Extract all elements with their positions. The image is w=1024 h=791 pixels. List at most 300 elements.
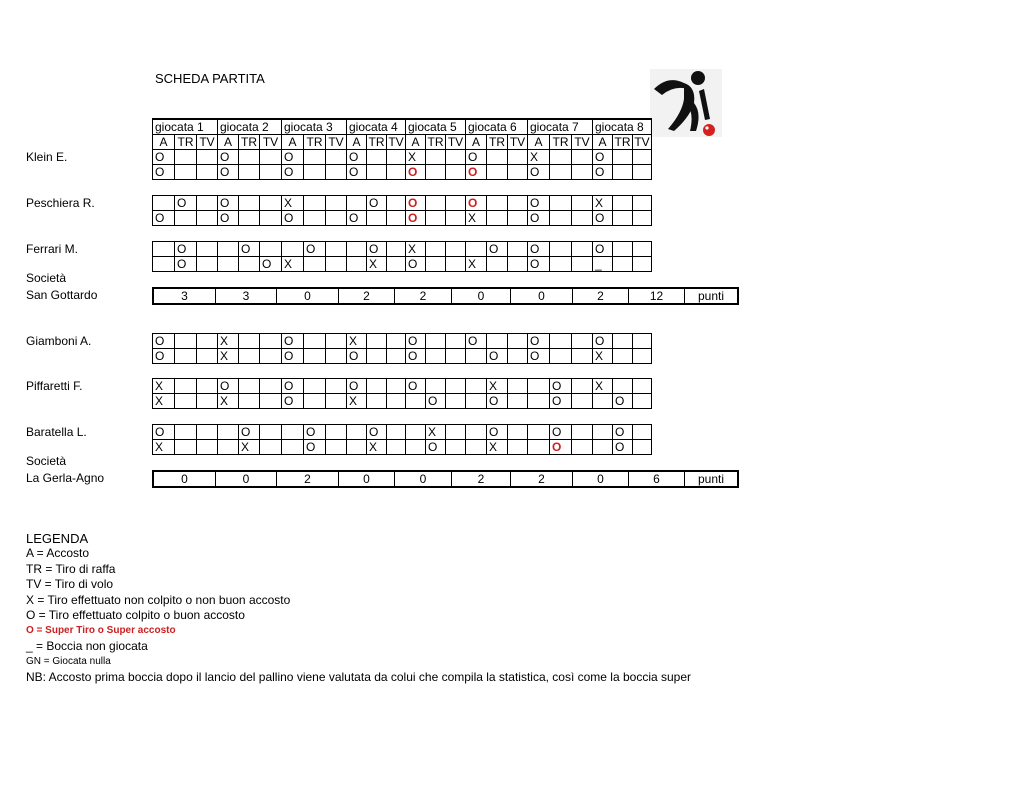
grid-cell: O <box>528 211 550 226</box>
giocata-score: 0 <box>339 471 395 487</box>
table-row <box>153 165 652 180</box>
grid-cell <box>260 196 282 211</box>
giocata-score: 0 <box>395 471 452 487</box>
grid-cell <box>387 334 406 349</box>
grid-cell <box>326 379 347 394</box>
grid-cell: X <box>239 440 260 455</box>
grid-cell <box>260 394 282 409</box>
grid-cell <box>367 349 387 364</box>
header-sub-a: A <box>406 135 426 150</box>
grid-cell: O <box>367 196 387 211</box>
grid-cell: O <box>528 334 550 349</box>
grid-cell: O <box>347 211 367 226</box>
grid-cell: O <box>175 196 197 211</box>
grid-cell <box>426 211 446 226</box>
grid-cell: O <box>487 425 508 440</box>
grid-cell <box>260 334 282 349</box>
grid-cell <box>197 211 218 226</box>
header-sub-tv: TV <box>326 135 347 150</box>
legend-line: A = Accosto <box>26 546 90 561</box>
grid-cell <box>387 257 406 272</box>
grid-cell <box>508 334 528 349</box>
grid-cell <box>367 379 387 394</box>
header-sub-tv: TV <box>197 135 218 150</box>
grid-cell <box>304 349 326 364</box>
grid-cell <box>633 334 652 349</box>
grid-cell: O <box>260 257 282 272</box>
grid-cell <box>633 394 652 409</box>
score-row <box>152 470 739 488</box>
grid-cell: O <box>282 394 304 409</box>
grid-cell <box>175 165 197 180</box>
grid-cell <box>304 196 326 211</box>
player-name: Ferrari M. <box>26 242 78 256</box>
header-sub-a: A <box>347 135 367 150</box>
grid-cell <box>550 242 572 257</box>
table-row <box>153 349 652 364</box>
grid-cell: O <box>466 150 487 165</box>
grid-cell <box>239 211 260 226</box>
grid-cell <box>197 242 218 257</box>
grid-cell <box>304 334 326 349</box>
grid-cell: O <box>153 349 175 364</box>
giocata-score: 2 <box>339 288 395 304</box>
grid-cell: O <box>218 211 239 226</box>
grid-cell <box>175 334 197 349</box>
grid-cell <box>282 440 304 455</box>
grid-cell <box>446 394 466 409</box>
header-sub-a: A <box>528 135 550 150</box>
grid-cell <box>387 440 406 455</box>
grid-cell <box>175 150 197 165</box>
grid-cell: O <box>613 394 633 409</box>
grid-cell: O <box>239 242 260 257</box>
grid-cell <box>633 196 652 211</box>
grid-cell: O <box>528 196 550 211</box>
societa-label: Società <box>26 454 67 468</box>
grid-cell <box>593 440 613 455</box>
team-name: La Gerla-Agno <box>26 471 105 485</box>
grid-cell <box>197 196 218 211</box>
grid-cell <box>175 349 197 364</box>
grid-cell: O <box>406 349 426 364</box>
grid-cell <box>466 425 487 440</box>
legend-line: GN = Giocata nulla <box>26 656 111 668</box>
societa-label: Società <box>26 271 67 285</box>
grid-cell: O <box>175 242 197 257</box>
bocce-player-icon <box>650 69 722 137</box>
grid-cell: O <box>528 349 550 364</box>
header-sub-a: A <box>218 135 239 150</box>
grid-cell <box>508 257 528 272</box>
grid-cell <box>347 425 367 440</box>
grid-cell <box>528 440 550 455</box>
table-row <box>153 379 652 394</box>
grid-cell <box>153 196 175 211</box>
grid-cell: X <box>593 196 613 211</box>
grid-cell: O <box>304 425 326 440</box>
grid-cell <box>572 165 593 180</box>
grid-cell: O <box>466 165 487 180</box>
grid-cell <box>572 440 593 455</box>
grid-cell: O <box>528 242 550 257</box>
header-sub-tv: TV <box>572 135 593 150</box>
grid-cell: O <box>487 242 508 257</box>
grid-cell: X <box>218 334 239 349</box>
grid-cell <box>426 150 446 165</box>
grid-cell <box>326 349 347 364</box>
grid-cell: O <box>426 394 446 409</box>
grid-cell <box>633 349 652 364</box>
grid-cell <box>572 242 593 257</box>
grid-cell <box>304 211 326 226</box>
grid-cell <box>387 196 406 211</box>
grid-cell <box>572 425 593 440</box>
grid-cell <box>197 165 218 180</box>
grid-cell <box>347 196 367 211</box>
grid-cell: X <box>528 150 550 165</box>
grid-cell <box>613 379 633 394</box>
grid-cell: O <box>593 334 613 349</box>
header-sub-tv: TV <box>446 135 466 150</box>
giocata-score: 3 <box>216 288 277 304</box>
header-sub-tv: TV <box>388 135 404 149</box>
grid-cell <box>572 394 593 409</box>
grid-cell: O <box>153 211 175 226</box>
grid-cell: X <box>593 349 613 364</box>
points-label: punti <box>685 471 739 487</box>
legend-line: TR = Tiro di raffa <box>26 561 116 576</box>
grid-cell <box>466 349 487 364</box>
grid-cell: O <box>406 257 426 272</box>
grid-cell: X <box>406 150 426 165</box>
grid-cell: O <box>487 394 508 409</box>
grid-cell <box>446 211 466 226</box>
grid-cell <box>387 165 406 180</box>
player-name: Giamboni A. <box>26 334 92 348</box>
grid-cell <box>572 211 593 226</box>
grid-cell: O <box>153 150 175 165</box>
grid-cell <box>633 257 652 272</box>
grid-cell: O <box>282 334 304 349</box>
legend-note: NB: Accosto prima boccia dopo il lancio del pallino viene valutata da colui che compila la statistica, così come la boccia super <box>26 669 692 684</box>
grid-cell <box>326 150 347 165</box>
grid-cell <box>426 349 446 364</box>
grid-cell: O <box>282 165 304 180</box>
grid-cell: O <box>282 150 304 165</box>
grid-cell <box>508 440 528 455</box>
grid-cell <box>260 440 282 455</box>
grid-cell <box>613 165 633 180</box>
grid-cell: O <box>613 425 633 440</box>
team-name: San Gottardo <box>26 288 98 302</box>
grid-cell <box>175 425 197 440</box>
grid-cell <box>426 334 446 349</box>
grid-cell <box>326 196 347 211</box>
grid-cell <box>304 165 326 180</box>
grid-cell <box>613 150 633 165</box>
grid-cell <box>487 150 508 165</box>
header-giocata: giocata 5 <box>406 119 466 135</box>
header-sub-tv: TV <box>634 135 650 149</box>
grid-cell <box>197 425 218 440</box>
grid-cell <box>426 196 446 211</box>
giocata-score: 2 <box>511 471 573 487</box>
header-giocata: giocata 7 <box>528 119 593 135</box>
player-grid <box>152 424 652 455</box>
giocata-score: 2 <box>573 288 629 304</box>
grid-cell <box>508 165 528 180</box>
grid-cell <box>367 211 387 226</box>
grid-cell <box>466 242 487 257</box>
grid-cell: O <box>218 165 239 180</box>
grid-cell <box>239 150 260 165</box>
header-sub-tr: TR <box>239 135 260 150</box>
grid-cell <box>387 379 406 394</box>
grid-cell: X <box>153 440 175 455</box>
grid-cell <box>153 242 175 257</box>
legend-line: X = Tiro effettuato non colpito o non buon accosto <box>26 592 291 607</box>
grid-cell <box>446 425 466 440</box>
page-title: SCHEDA PARTITA <box>155 71 265 86</box>
grid-cell <box>446 334 466 349</box>
grid-cell <box>426 165 446 180</box>
player-grid <box>152 378 652 409</box>
header-giocata: giocata 8 <box>593 119 652 135</box>
grid-cell: O <box>466 196 487 211</box>
grid-cell <box>426 379 446 394</box>
header-giocata: giocata 2 <box>218 119 282 135</box>
header-giocata: giocata 1 <box>153 119 218 135</box>
grid-cell <box>508 379 528 394</box>
grid-cell <box>387 425 406 440</box>
grid-cell <box>406 440 426 455</box>
grid-cell <box>572 196 593 211</box>
grid-cell <box>304 257 326 272</box>
header-sub-tr: TR <box>550 135 572 150</box>
giocata-score: 3 <box>153 288 216 304</box>
grid-cell: X <box>426 425 446 440</box>
grid-cell <box>347 257 367 272</box>
grid-cell <box>239 379 260 394</box>
grid-cell: O <box>466 334 487 349</box>
grid-cell <box>446 242 466 257</box>
grid-cell <box>239 196 260 211</box>
grid-cell <box>528 425 550 440</box>
header-sub-a: A <box>153 135 175 150</box>
grid-cell <box>593 394 613 409</box>
header-sub-tr: TR <box>614 135 631 149</box>
player-grid <box>152 333 652 364</box>
header-sub-tr: TR <box>175 135 197 150</box>
grid-cell: X <box>153 394 175 409</box>
grid-cell <box>550 334 572 349</box>
grid-cell: O <box>153 334 175 349</box>
header-sub-tr: TR <box>427 135 444 149</box>
grid-cell: X <box>487 379 508 394</box>
grid-cell <box>508 425 528 440</box>
header-giocata: giocata 3 <box>282 119 347 135</box>
grid-cell <box>446 196 466 211</box>
grid-cell <box>508 196 528 211</box>
grid-cell: O <box>304 440 326 455</box>
grid-cell: O <box>282 379 304 394</box>
header-sub-tr: TR <box>304 135 326 150</box>
grid-cell <box>218 257 239 272</box>
player-name: Klein E. <box>26 150 68 164</box>
grid-cell <box>613 334 633 349</box>
grid-cell <box>326 257 347 272</box>
grid-cell <box>466 379 487 394</box>
grid-cell <box>487 211 508 226</box>
grid-cell <box>446 379 466 394</box>
grid-cell <box>572 334 593 349</box>
grid-cell <box>550 196 572 211</box>
grid-cell <box>613 349 633 364</box>
header-sub-tv: TV <box>508 135 528 150</box>
grid-cell <box>508 150 528 165</box>
grid-cell <box>175 394 197 409</box>
grid-cell: O <box>218 379 239 394</box>
grid-cell: X <box>487 440 508 455</box>
grid-cell: O <box>550 379 572 394</box>
grid-cell <box>528 379 550 394</box>
table-row <box>153 257 652 272</box>
grid-cell: O <box>550 425 572 440</box>
grid-cell: O <box>426 440 446 455</box>
grid-cell: O <box>218 196 239 211</box>
grid-cell <box>260 150 282 165</box>
grid-cell <box>239 394 260 409</box>
player-grid <box>152 195 652 226</box>
grid-cell <box>304 379 326 394</box>
grid-cell: O <box>282 349 304 364</box>
grid-cell: O <box>406 165 426 180</box>
giocata-score: 0 <box>452 288 511 304</box>
grid-cell <box>426 242 446 257</box>
header-sub-a: A <box>282 135 304 150</box>
grid-cell: O <box>218 150 239 165</box>
grid-cell <box>466 394 487 409</box>
giocata-score: 0 <box>511 288 573 304</box>
grid-cell <box>260 242 282 257</box>
grid-cell: O <box>593 165 613 180</box>
grid-cell <box>572 257 593 272</box>
total-score: 12 <box>629 288 685 304</box>
grid-cell: X <box>282 196 304 211</box>
grid-cell <box>239 257 260 272</box>
grid-cell <box>326 334 347 349</box>
table-row <box>153 211 652 226</box>
grid-cell: O <box>153 165 175 180</box>
grid-cell <box>487 165 508 180</box>
grid-cell: O <box>347 150 367 165</box>
grid-cell <box>550 257 572 272</box>
legend-line-super: O = Super Tiro o Super accosto <box>26 625 176 637</box>
grid-cell <box>387 242 406 257</box>
grid-cell <box>260 165 282 180</box>
table-row <box>153 440 652 455</box>
table-row <box>153 394 652 409</box>
total-score: 6 <box>629 471 685 487</box>
grid-cell <box>367 334 387 349</box>
grid-cell <box>508 394 528 409</box>
grid-cell: O <box>550 440 572 455</box>
giocata-score: 2 <box>452 471 511 487</box>
grid-cell: O <box>593 242 613 257</box>
grid-cell: O <box>304 242 326 257</box>
header-giocata: giocata 4 <box>347 119 406 135</box>
grid-cell: X <box>367 257 387 272</box>
grid-cell <box>218 440 239 455</box>
grid-cell: O <box>282 211 304 226</box>
grid-cell <box>153 257 175 272</box>
grid-cell: X <box>466 211 487 226</box>
grid-cell <box>387 150 406 165</box>
grid-cell <box>406 425 426 440</box>
grid-cell <box>633 440 652 455</box>
grid-cell <box>613 242 633 257</box>
grid-cell: O <box>528 165 550 180</box>
grid-cell: X <box>593 379 613 394</box>
grid-cell <box>487 257 508 272</box>
giocata-score: 0 <box>277 288 339 304</box>
grid-cell <box>367 165 387 180</box>
giocata-score: 0 <box>216 471 277 487</box>
grid-cell <box>426 257 446 272</box>
player-name: Piffaretti F. <box>26 379 83 393</box>
grid-cell: X <box>282 257 304 272</box>
grid-cell: O <box>406 211 426 226</box>
grid-cell <box>508 242 528 257</box>
grid-cell: O <box>347 165 367 180</box>
grid-cell: O <box>528 257 550 272</box>
grid-cell <box>633 242 652 257</box>
grid-cell: O <box>367 425 387 440</box>
grid-cell <box>197 394 218 409</box>
grid-cell <box>633 211 652 226</box>
grid-cell <box>260 349 282 364</box>
grid-cell: O <box>613 440 633 455</box>
grid-cell: O <box>347 349 367 364</box>
table-row <box>153 425 652 440</box>
legend <box>26 531 691 685</box>
giocata-score: 2 <box>277 471 339 487</box>
grid-cell <box>197 379 218 394</box>
grid-cell <box>326 440 347 455</box>
header-sub-tr: TR <box>487 135 508 150</box>
grid-cell: _ <box>593 257 613 272</box>
grid-cell <box>406 394 426 409</box>
grid-cell: O <box>406 379 426 394</box>
header-sub-tv: TV <box>260 135 282 150</box>
grid-cell <box>466 440 487 455</box>
grid-cell: X <box>347 334 367 349</box>
grid-cell <box>550 349 572 364</box>
grid-cell <box>613 196 633 211</box>
grid-cell <box>218 425 239 440</box>
score-row <box>152 287 739 305</box>
giocata-score: 0 <box>153 471 216 487</box>
grid-cell <box>326 211 347 226</box>
grid-cell <box>367 394 387 409</box>
grid-cell <box>197 440 218 455</box>
grid-cell: O <box>406 334 426 349</box>
legend-line: _ = Boccia non giocata <box>26 638 148 653</box>
grid-cell: X <box>406 242 426 257</box>
grid-cell <box>633 150 652 165</box>
grid-cell: X <box>218 349 239 364</box>
